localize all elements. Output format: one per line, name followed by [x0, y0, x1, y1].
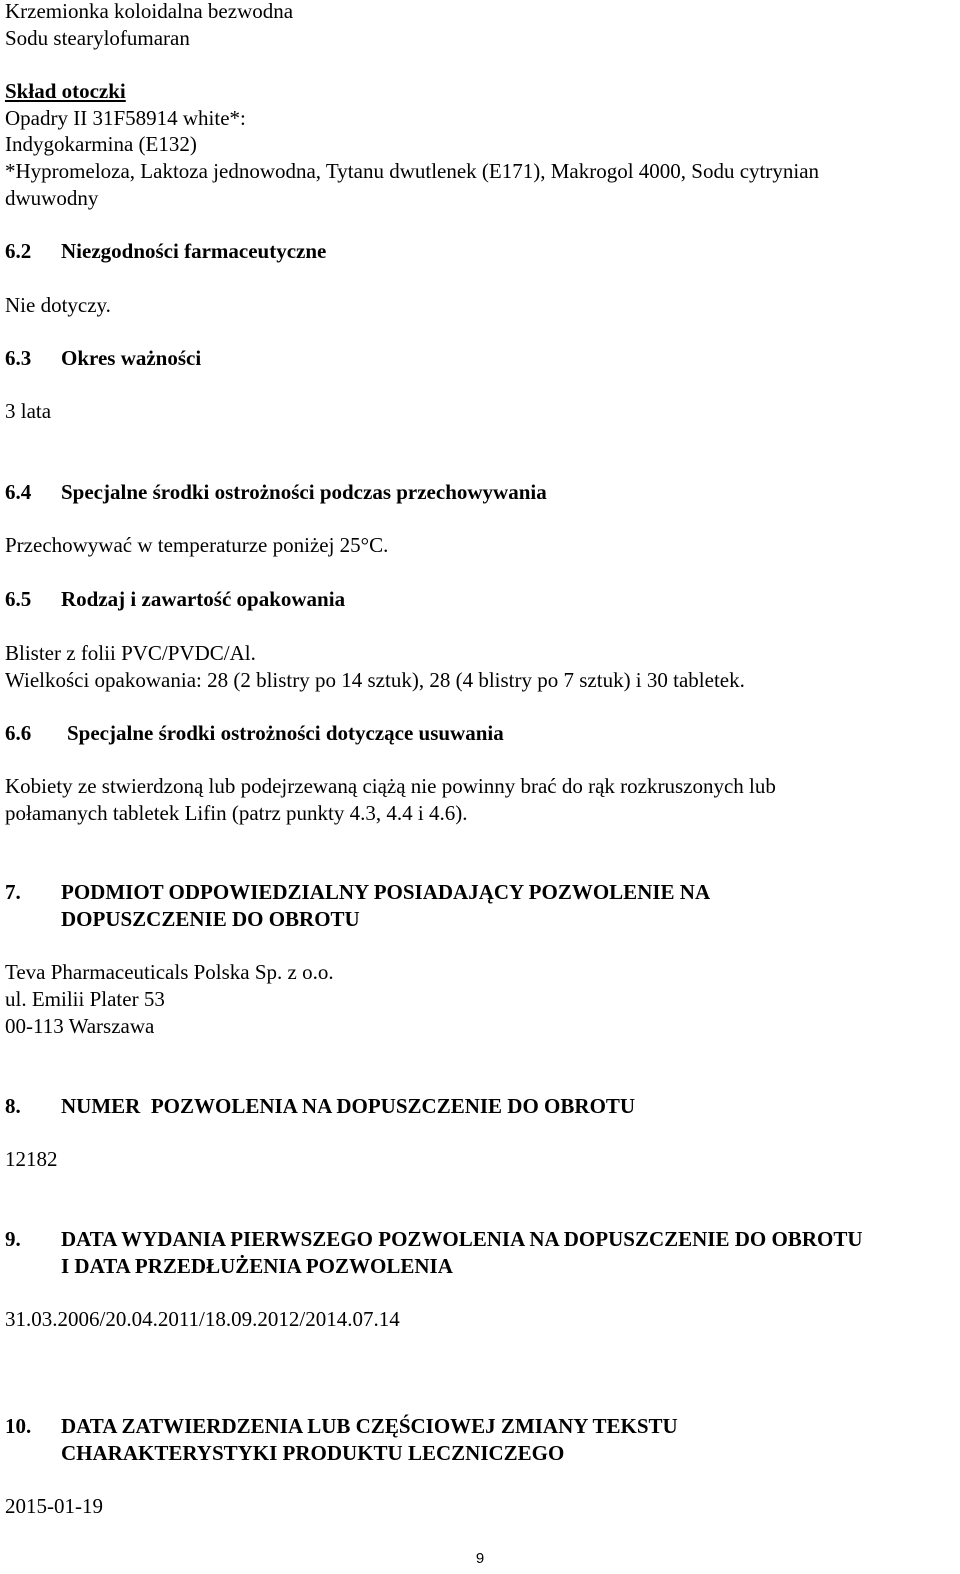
- section-6-4-text: Przechowywać w temperaturze poniżej 25°C.: [5, 533, 389, 557]
- section-10-number: 10.: [5, 1414, 32, 1438]
- section-6-2-title: Niezgodności farmaceutyczne: [61, 239, 327, 263]
- section-6-3-title: Okres ważności: [61, 346, 202, 370]
- authorisation-dates: 31.03.2006/20.04.2011/18.09.2012/2014.07.14: [5, 1307, 400, 1331]
- section-7-title-1: PODMIOT ODPOWIEDZIALNY POSIADAJĄCY POZWOLENIE NA: [61, 880, 711, 904]
- coating-line-1: Opadry II 31F58914 white*:: [5, 106, 246, 130]
- section-9-title-1: DATA WYDANIA PIERWSZEGO POZWOLENIA NA DOPUSZCZENIE DO OBROTU: [61, 1227, 863, 1251]
- section-6-6-text-2: połamanych tabletek Lifin (patrz punkty 4.3, 4.4 i 4.6).: [5, 801, 468, 825]
- section-10-title-2: CHARAKTERYSTYKI PRODUKTU LECZNICZEGO: [61, 1441, 565, 1465]
- section-6-4-title: Specjalne środki ostrożności podczas przechowywania: [61, 480, 547, 504]
- section-9-title-2: I DATA PRZEDŁUŻENIA POZWOLENIA: [61, 1254, 453, 1278]
- section-6-2-text: Nie dotyczy.: [5, 293, 111, 317]
- section-9-number: 9.: [5, 1227, 21, 1251]
- section-6-2-number: 6.2: [5, 239, 32, 263]
- holder-city: 00-113 Warszawa: [5, 1014, 155, 1038]
- authorisation-number: 12182: [5, 1147, 58, 1171]
- holder-street: ul. Emilii Plater 53: [5, 987, 165, 1011]
- section-8-title: NUMER POZWOLENIA NA DOPUSZCZENIE DO OBROTU: [61, 1094, 636, 1118]
- coating-heading: Skład otoczki: [5, 79, 126, 103]
- holder-name: Teva Pharmaceuticals Polska Sp. z o.o.: [5, 960, 334, 984]
- coating-line-4: dwuwodny: [5, 186, 99, 210]
- section-8-number: 8.: [5, 1094, 21, 1118]
- section-6-3-text: 3 lata: [5, 399, 52, 423]
- section-6-6-number: 6.6: [5, 721, 32, 745]
- section-6-6-text-1: Kobiety ze stwierdzoną lub podejrzewaną ciążą nie powinny brać do rąk rozkruszonych lub: [5, 774, 776, 798]
- revision-date: 2015-01-19: [5, 1494, 103, 1518]
- coating-line-2: Indygokarmina (E132): [5, 132, 197, 156]
- page-number: 9: [475, 1550, 485, 1567]
- section-7-number: 7.: [5, 880, 21, 904]
- coating-line-3: *Hypromeloza, Laktoza jednowodna, Tytanu dwutlenek (E171), Makrogol 4000, Sodu cytrynian: [5, 159, 820, 183]
- section-6-5-text-2: Wielkości opakowania: 28 (2 blistry po 14 sztuk), 28 (4 blistry po 7 sztuk) i 30 tabletek.: [5, 668, 745, 692]
- section-6-6-title: Specjalne środki ostrożności dotyczące usuwania: [67, 721, 504, 745]
- section-6-4-number: 6.4: [5, 480, 32, 504]
- section-6-5-text-1: Blister z folii PVC/PVDC/Al.: [5, 641, 256, 665]
- composition-line-2: Sodu stearylofumaran: [5, 26, 190, 50]
- section-6-5-number: 6.5: [5, 587, 32, 611]
- section-7-title-2: DOPUSZCZENIE DO OBROTU: [61, 907, 360, 931]
- section-6-3-number: 6.3: [5, 346, 32, 370]
- section-6-5-title: Rodzaj i zawartość opakowania: [61, 587, 346, 611]
- composition-line-1: Krzemionka koloidalna bezwodna: [5, 0, 294, 23]
- section-10-title-1: DATA ZATWIERDZENIA LUB CZĘŚCIOWEJ ZMIANY TEKSTU: [61, 1414, 678, 1438]
